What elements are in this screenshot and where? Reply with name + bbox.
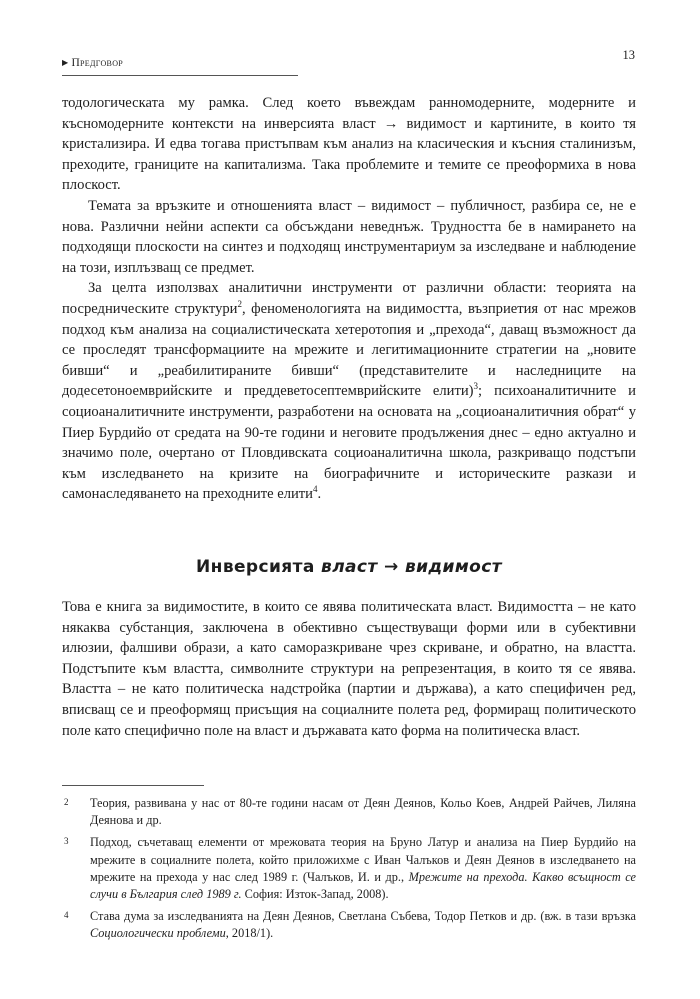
footnote-2 bbox=[62, 795, 636, 829]
section-text bbox=[62, 597, 636, 741]
footnote-ref-4[interactable]: 4 bbox=[312, 484, 318, 495]
arrow-right-icon: → bbox=[377, 557, 405, 577]
running-header bbox=[62, 57, 123, 69]
paragraph-3-text-b: , феноменологията на видимостта, възприетия от нас мрежов подход към анализа на социалистическата хетеротопия и „прехода“, даващ възможност да се проследят трансформациите на мрежите и легитимационните стратегии на „новите бивши“ и „реабилитираните бивши“ (представителите и наследниците на додесетоноемврийските и преддеветосептемврийските елити) bbox=[62, 300, 636, 400]
header-rule bbox=[62, 75, 298, 76]
footnote-number: 4 bbox=[64, 910, 69, 921]
page-number: 13 bbox=[622, 48, 635, 62]
running-title: Предговор bbox=[71, 57, 124, 69]
paragraph-3-text-c: ; психоаналитичните и социоаналитичните инструменти, разработени на основата на „социоаналитичния обрат“ у Пиер Бурдийо от средата на 90-те години и неговите продължения днес – едно актуално и значимо поле, очертано от Пловдивската социоаналитична школа, разкриващо подстъпи към изследването на кризите на биографичните и историческите разкази и самонаследяването на преходните елити bbox=[62, 383, 636, 503]
paragraph-3-text-d: . bbox=[317, 486, 322, 503]
footnote-number: 2 bbox=[64, 797, 69, 807]
footnote-book-title: Мрежите на прехода. Какво всъщност се случи в България след 1989 г. bbox=[90, 869, 637, 902]
footnote-3 bbox=[62, 834, 636, 903]
footnote-text-end: София: Изток-Запад, 2008). bbox=[241, 887, 389, 902]
footnote-text: Става дума за изследванията на Деян Деянов, Светлана Събева, Тодор Петков и др. (вж. в тази връзка bbox=[90, 909, 636, 924]
heading-italic-b: видимост bbox=[404, 557, 502, 577]
footnote-journal-title: Социологически проблеми bbox=[90, 926, 226, 941]
triangle-right-icon: ▶ bbox=[62, 58, 69, 67]
footnote-text-end: , 2018/1). bbox=[225, 926, 274, 941]
body-text bbox=[62, 93, 636, 505]
footnote-text: Теория, развивана у нас от 80-те години насам от Деян Деянов, Кольо Коев, Андрей Райчев, Лиляна Деянова и др. bbox=[90, 796, 636, 828]
heading-italic-a: власт bbox=[321, 557, 378, 577]
paragraph-3 bbox=[62, 278, 636, 505]
paragraph-2: Темата за връзките и отношенията власт – видимост – публичност, разбира се, не е нова. Различни нейни аспекти са обсъждани неведнъж. Трудността бе в намирането на подходящи плоскости на синтез и подходящ инструментариум за изследване и наблюдение на този, изплъзващ се предмет. bbox=[62, 197, 636, 276]
paragraph-1: тодологическата му рамка. След което въвеждам ранномодерните, модерните и късномодерните контексти на инверсията власт → видимост и картините, в които тя кристализира. И едва тогава пристъпвам към анализ на класическия и късния сталинизъм, преходите, границите на капитализма. Така проблемите и темите се преоформиха в нова плоскост. bbox=[62, 95, 636, 194]
section-heading bbox=[62, 557, 636, 577]
footnote-rule bbox=[62, 785, 204, 786]
footnote-text: Подход, съчетаващ елементи от мрежовата теория на Бруно Латур и анализа на Пиер Бурдийо на мрежите в социалните полета, който приложихме с Иван Чалъков и Деян Деянов в изследването на мрежите на прехода у нас след 1989 г. (Чалъков, И. и др., bbox=[90, 835, 636, 884]
footnote-number: 3 bbox=[64, 836, 69, 847]
footnote-ref-2[interactable]: 2 bbox=[237, 299, 242, 310]
footnotes bbox=[62, 795, 636, 948]
heading-text-a: Инверсията bbox=[196, 557, 322, 577]
paragraph-3-text-a: За целта използвах аналитични инструменти от различни области: теорията на посредническите структури bbox=[62, 280, 636, 317]
footnote-4 bbox=[62, 908, 636, 942]
section-paragraph: Това е книга за видимостите, в които се явява политическата власт. Видимостта – не като някаква субстанция, заключена в обективно съществуващи форми или в субективни илюзии, фалшиви образи, а като саморазкриване чрез скриване, и обратно, на властта. Подстъпите към властта, символните структури на репрезентация, в които тя се явява. Властта – не като политическа надстройка (партии и държава), а като специфичен ред, вписващ се и преоформящ присъщия на социалните полета ред, формиращ политическото поле като специфично поле на власт и държавата като форма на политическа власт. bbox=[62, 599, 636, 739]
footnote-ref-3[interactable]: 3 bbox=[473, 381, 479, 392]
